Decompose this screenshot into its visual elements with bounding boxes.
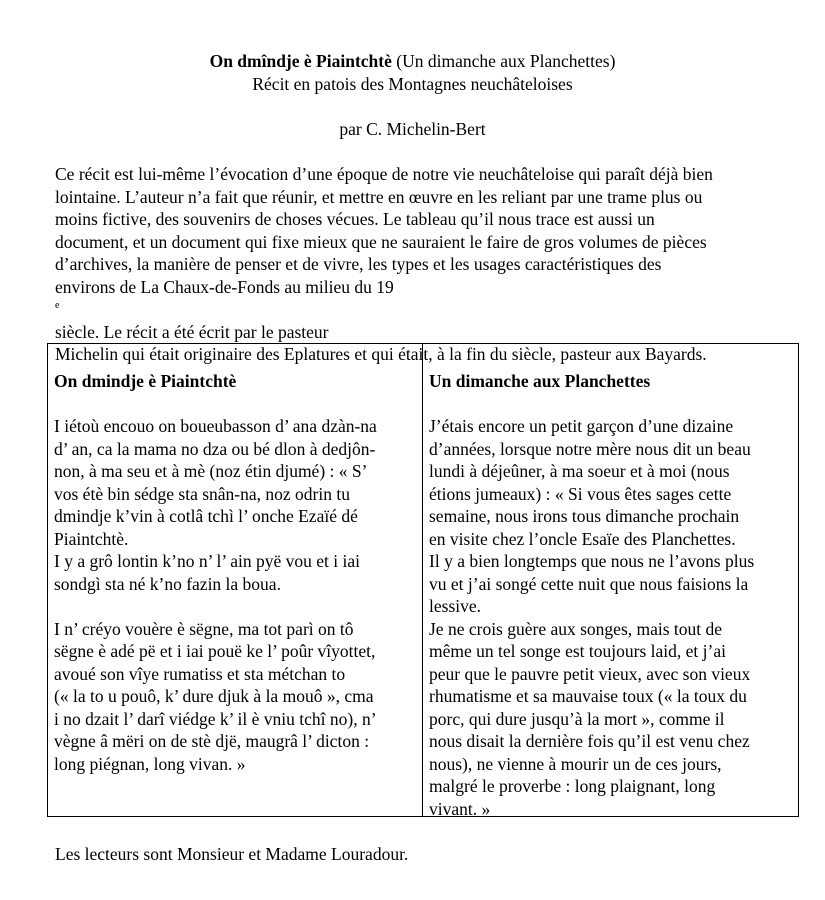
french-line: vivant. » (429, 798, 491, 819)
french-heading: Un dimanche aux Planchettes (429, 371, 651, 391)
french-line: Il y a bien longtemps que nous ne l’avons plus (429, 551, 755, 571)
patois-line: avoué son vîye rumatiss et sta métchan to (54, 663, 346, 684)
intro-line: document, et un document qui fixe mieux que ne sauraient le faire de gros volumes de pièces (55, 231, 707, 252)
author-line: par C. Michelin-Bert (339, 119, 486, 139)
french-line: même un tel songe est toujours laid, et j’ai (429, 641, 726, 661)
intro-line: moins fictive, des souvenirs de choses vécues. Le tableau qu’il nous trace est aussi un (55, 209, 655, 229)
patois-line: I iétoù encouo on boueubasson d’ ana dzàn-na (54, 416, 377, 436)
intro-line-part: environs de La Chaux-de-Fonds au milieu du 19 (55, 276, 394, 297)
intro-line-part: siècle. Le récit a été écrit par le pasteur (55, 321, 329, 342)
french-line: J’étais encore un petit garçon d’une dizaine (429, 416, 734, 436)
intro-line: Ce récit est lui-même l’évocation d’une époque de notre vie neuchâteloise qui paraît déjà bien (55, 164, 713, 184)
patois-line: sëgne è adé pë et i iai pouë ke l’ poûr vîyottet, (54, 641, 376, 661)
french-line: malgré le proverbe : long plaignant, long (429, 776, 716, 796)
french-column (429, 370, 795, 820)
french-line: nous disait la dernière fois qu’il est venu chez (429, 731, 750, 751)
patois-line: sondgì sta né k’no fazin la boua. (54, 573, 281, 594)
french-line: lessive. (429, 596, 482, 616)
patois-column (54, 370, 416, 775)
patois-line: I y a grô lontin k’no n’ l’ ain pyë vou et i iai (54, 551, 361, 571)
french-line: semaine, nous irons tous dimanche prochain (429, 506, 740, 526)
patois-line: I n’ créyo vouère è sëgne, ma tot parì on tô (54, 618, 354, 639)
intro-line: d’archives, la manière de penser et de vivre, les types et les usages caractéristiques des (55, 254, 662, 274)
french-line: vu et j’ai songé cette nuit que nous faisions la (429, 573, 749, 594)
french-line: en visite chez l’oncle Esaïe des Planchettes. (429, 528, 736, 549)
french-line: peur que le pauvre petit vieux, avec son vieux (429, 663, 751, 684)
patois-line: long piégnan, long vivan. » (54, 753, 246, 774)
french-line: Je ne crois guère aux songes, mais tout de (429, 618, 723, 639)
intro-line: Michelin qui était originaire des Eplatures et qui était, à la fin du siècle, pasteur aux Bayards. (55, 344, 707, 364)
column-divider (422, 344, 423, 816)
title-patois: On dmîndje è Piaintchtè (209, 51, 392, 71)
french-line: rhumatisme et sa mauvaise toux (« la toux du (429, 686, 747, 706)
patois-heading: On dmindje è Piaintchtè (54, 371, 237, 391)
paragraph-gap (54, 595, 416, 618)
superscript: e (55, 300, 60, 312)
title-translation: (Un dimanche aux Planchettes) (391, 51, 616, 71)
patois-line: i no dzait l’ darî viédge k’ il è vniu tchî no), n’ (54, 708, 377, 729)
french-line: d’années, lorsque notre mère nous dit un beau (429, 438, 751, 459)
patois-line: vos étè bin sédge sta snân-na, noz odrin tu (54, 483, 350, 504)
intro-paragraph (55, 163, 800, 366)
patois-line: (« la to u pouô, k’ dure djuk à la mouô », cma (54, 686, 374, 706)
title-block (0, 50, 825, 95)
intro-line: lointaine. L’auteur n’a fait que réunir, et mettre en œuvre en les reliant par une trame plus ou (55, 186, 703, 207)
french-line: étions jumeaux) : « Si vous êtes sages cette (429, 483, 732, 504)
french-line: nous), ne vienne à mourir un de ces jours, (429, 753, 722, 774)
intro-line (55, 276, 800, 344)
bilingual-table (47, 343, 799, 817)
patois-line: Piaintchtè. (54, 528, 129, 549)
patois-line: vègne â mëri on de stè djë, maugrâ l’ dicton : (54, 731, 370, 751)
document-title (0, 50, 825, 73)
french-line: lundi à déjeûner, à ma soeur et à moi (nous (429, 461, 730, 481)
patois-line: d’ an, ca la mama no dza ou bé dlon à dedjôn- (54, 438, 376, 459)
document-subtitle: Récit en patois des Montagnes neuchâteloises (252, 73, 573, 94)
readers-note: Les lecteurs sont Monsieur et Madame Louradour. (55, 844, 409, 864)
patois-line: non, à ma seu et à mè (noz étin djumé) : « S’ (54, 461, 368, 481)
patois-line: dmindje k’vin à cotlâ tchì l’ onche Ezaïé dé (54, 506, 358, 526)
french-line: porc, qui dure jusqu’à la mort », comme il (429, 708, 725, 729)
